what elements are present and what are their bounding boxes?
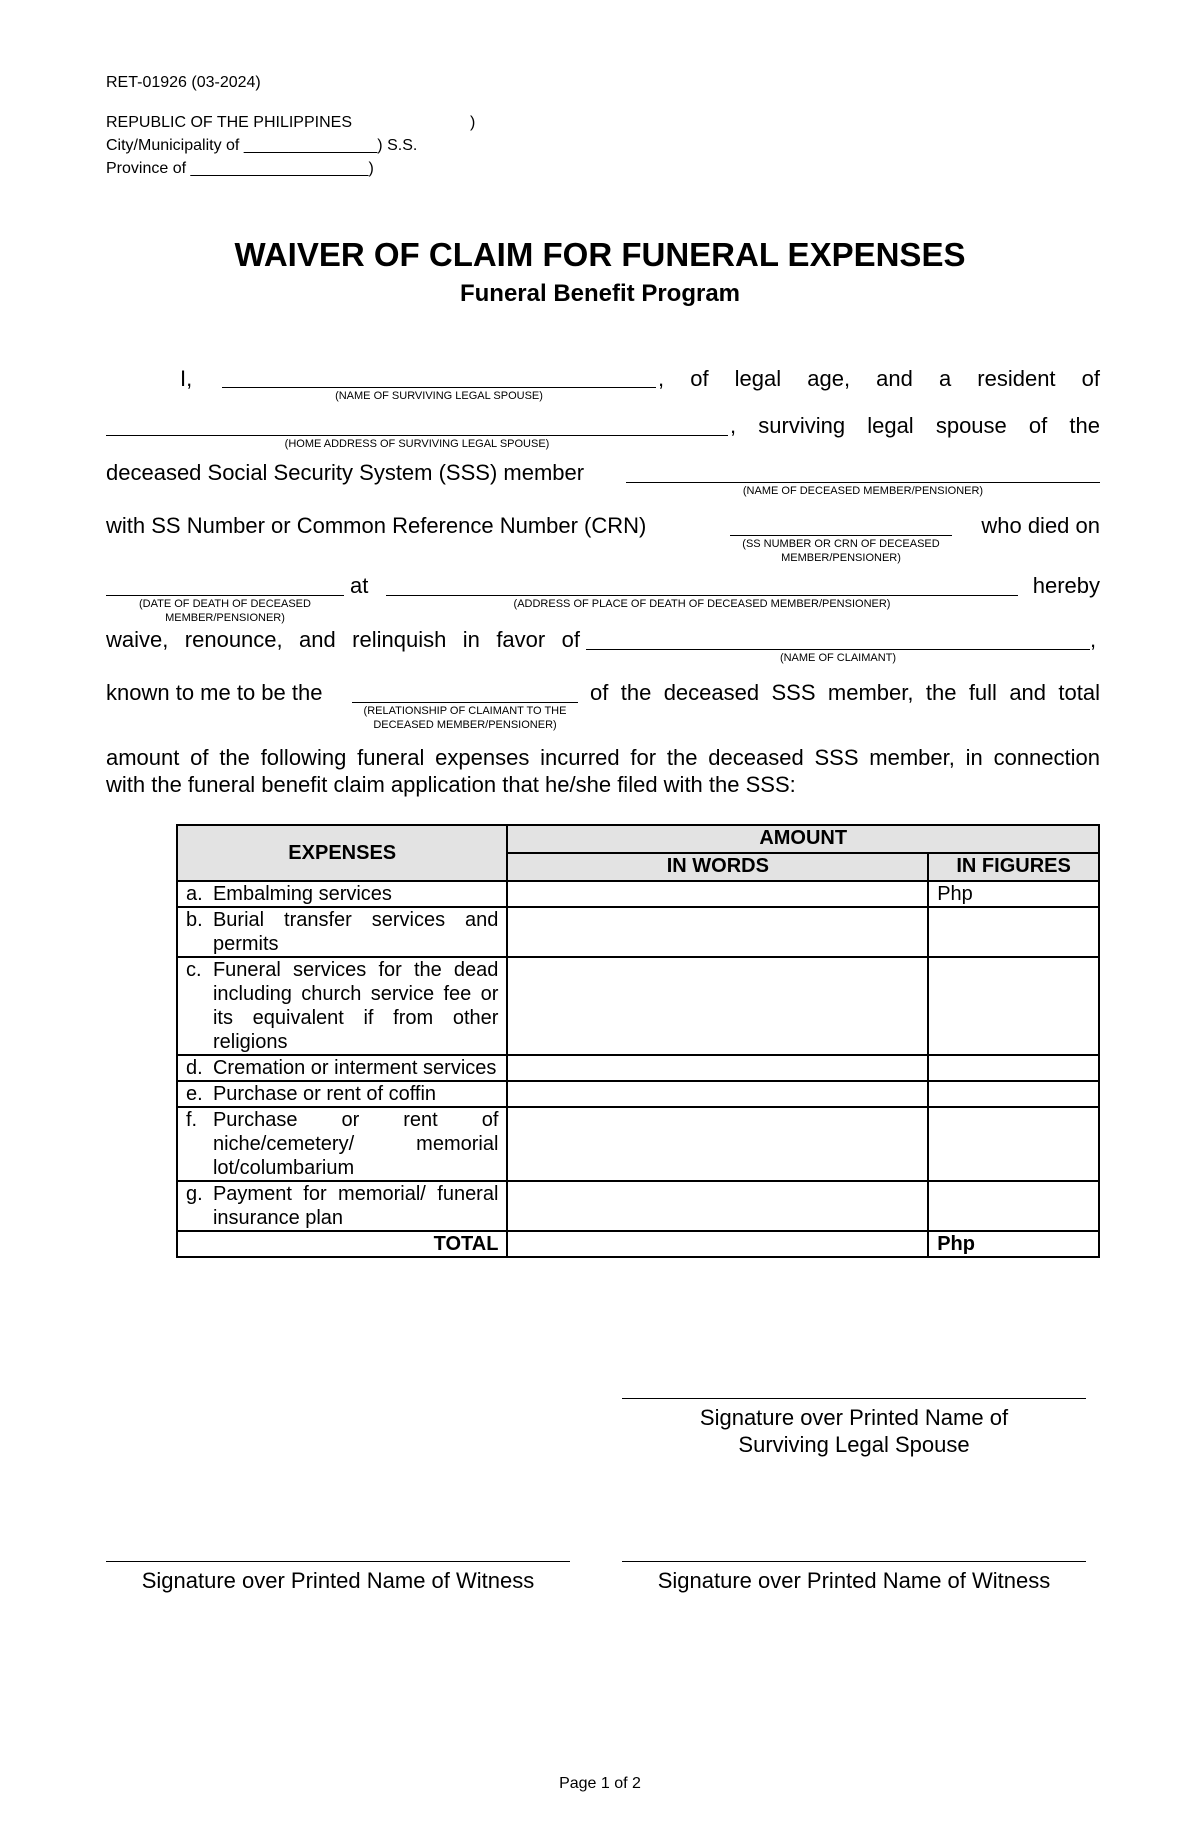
witness-right-signature-line[interactable]: [622, 1561, 1086, 1562]
amount-in-words-cell[interactable]: [507, 1181, 928, 1231]
row-description: Payment for memorial/ funeral insurance plan: [209, 1181, 507, 1231]
table-row: [177, 1181, 1099, 1231]
spouse-signature-label-2: Surviving Legal Spouse: [738, 1432, 970, 1457]
p6-start: waive, renounce, and relinquish in favor of: [106, 627, 580, 652]
form-code: RET-01926 (03-2024): [106, 74, 261, 91]
deceased-name-field[interactable]: [626, 482, 1100, 483]
p8: amount of the following funeral expenses incurred for the deceased SSS member, in connection: [106, 745, 1100, 770]
amount-in-figures-cell[interactable]: [928, 1181, 1099, 1231]
document-title: WAIVER OF CLAIM FOR FUNERAL EXPENSES: [234, 236, 966, 273]
header-amount: AMOUNT: [507, 825, 1099, 853]
amount-in-figures-cell[interactable]: [928, 957, 1099, 1055]
row-description: Purchase or rent of coffin: [209, 1081, 507, 1107]
p3-start: deceased Social Security System (SSS) member: [106, 460, 585, 485]
amount-in-figures-cell[interactable]: [928, 907, 1099, 957]
row-letter: a.: [177, 881, 209, 907]
caption-home-address: (HOME ADDRESS OF SURVIVING LEGAL SPOUSE): [284, 438, 550, 450]
place-of-death-field[interactable]: [386, 595, 1018, 596]
amount-in-words-cell[interactable]: [507, 881, 928, 907]
spouse-signature-label-1: Signature over Printed Name of: [699, 1405, 1009, 1430]
row-description: Embalming services: [209, 881, 507, 907]
table-row: [177, 1107, 1099, 1181]
header-in-words: IN WORDS: [507, 853, 928, 881]
amount-in-words-cell[interactable]: [507, 1081, 928, 1107]
venue-line-republic: REPUBLIC OF THE PHILIPPINES: [106, 114, 352, 131]
spouse-signature-line[interactable]: [622, 1398, 1086, 1399]
witness-left-signature-line[interactable]: [106, 1561, 570, 1562]
p4-end: who died on: [981, 513, 1100, 538]
caption-relationship-1: (RELATIONSHIP OF CLAIMANT TO THE: [363, 705, 567, 717]
p6-end: ,: [1090, 627, 1097, 652]
p7-end: of the deceased SSS member, the full and total: [590, 680, 1100, 705]
amount-in-words-cell[interactable]: [507, 957, 928, 1055]
p9: with the funeral benefit claim application that he/she filed with the SSS:: [106, 772, 796, 797]
document-subtitle: Funeral Benefit Program: [459, 280, 741, 307]
row-letter: e.: [177, 1081, 209, 1107]
relationship-field[interactable]: [352, 702, 578, 703]
caption-ss-number-1: (SS NUMBER OR CRN OF DECEASED: [742, 538, 940, 550]
table-row: [177, 881, 1099, 907]
p7-start: known to me to be the: [106, 680, 323, 705]
caption-date-death-2: MEMBER/PENSIONER): [165, 612, 285, 624]
venue-brace: ): [470, 114, 476, 131]
spouse-name-field[interactable]: [222, 387, 656, 388]
p4-start: with SS Number or Common Reference Number (CRN): [106, 513, 647, 538]
header-expenses: EXPENSES: [177, 825, 507, 881]
amount-in-figures-cell[interactable]: [928, 1055, 1099, 1081]
caption-spouse-name: (NAME OF SURVIVING LEGAL SPOUSE): [335, 390, 543, 402]
ss-number-field[interactable]: [730, 535, 952, 536]
p5-at: at: [350, 573, 369, 598]
amount-in-words-cell[interactable]: [507, 1107, 928, 1181]
amount-in-words-cell[interactable]: [507, 907, 928, 957]
p5-end: hereby: [1032, 573, 1100, 598]
total-row: [177, 1231, 1099, 1257]
witness-right-signature-label: Signature over Printed Name of Witness: [657, 1568, 1051, 1593]
caption-claimant: (NAME OF CLAIMANT): [779, 652, 897, 664]
total-in-figures-cell[interactable]: Php: [928, 1231, 1099, 1257]
amount-in-words-cell[interactable]: [507, 1055, 928, 1081]
venue-line-province: Province of ____________________): [106, 160, 374, 177]
row-description: Funeral services for the dead including church service fee or its equivalent if from other religions: [209, 957, 507, 1055]
table-row: [177, 1081, 1099, 1107]
p1-start: I,: [180, 366, 193, 391]
claimant-name-field[interactable]: [586, 649, 1090, 650]
caption-ss-number-2: MEMBER/PENSIONER): [781, 552, 901, 564]
amount-in-figures-cell[interactable]: [928, 1081, 1099, 1107]
row-description: Cremation or interment services: [209, 1055, 507, 1081]
date-of-death-field[interactable]: [106, 595, 344, 596]
row-letter: f.: [177, 1107, 209, 1181]
page-number: Page 1 of 2: [559, 1775, 641, 1792]
p2-end: , surviving legal spouse of the: [730, 413, 1100, 438]
p1-end: , of legal age, and a resident of: [658, 366, 1100, 391]
caption-relationship-2: DECEASED MEMBER/PENSIONER): [373, 719, 557, 731]
caption-place-death: (ADDRESS OF PLACE OF DEATH OF DECEASED MEMBER/PENSIONER): [513, 598, 891, 610]
amount-in-figures-cell[interactable]: Php: [928, 881, 1099, 907]
row-description: Burial transfer services and permits: [209, 907, 507, 957]
expenses-table: [176, 824, 1100, 1258]
witness-left-signature-label: Signature over Printed Name of Witness: [141, 1568, 535, 1593]
caption-date-death-1: (DATE OF DEATH OF DECEASED: [139, 598, 311, 610]
table-row: [177, 907, 1099, 957]
venue-line-city: City/Municipality of _______________) S.S.: [106, 137, 418, 154]
amount-in-figures-cell[interactable]: [928, 1107, 1099, 1181]
total-label: TOTAL: [177, 1231, 507, 1257]
table-row: [177, 957, 1099, 1055]
row-letter: g.: [177, 1181, 209, 1231]
home-address-field[interactable]: [106, 435, 728, 436]
row-letter: d.: [177, 1055, 209, 1081]
caption-deceased-name: (NAME OF DECEASED MEMBER/PENSIONER): [742, 485, 984, 497]
header-in-figures: IN FIGURES: [928, 853, 1099, 881]
total-in-words-cell[interactable]: [507, 1231, 928, 1257]
row-description: Purchase or rent of niche/cemetery/ memorial lot/columbarium: [209, 1107, 507, 1181]
table-row: [177, 1055, 1099, 1081]
row-letter: c.: [177, 957, 209, 1055]
row-letter: b.: [177, 907, 209, 957]
